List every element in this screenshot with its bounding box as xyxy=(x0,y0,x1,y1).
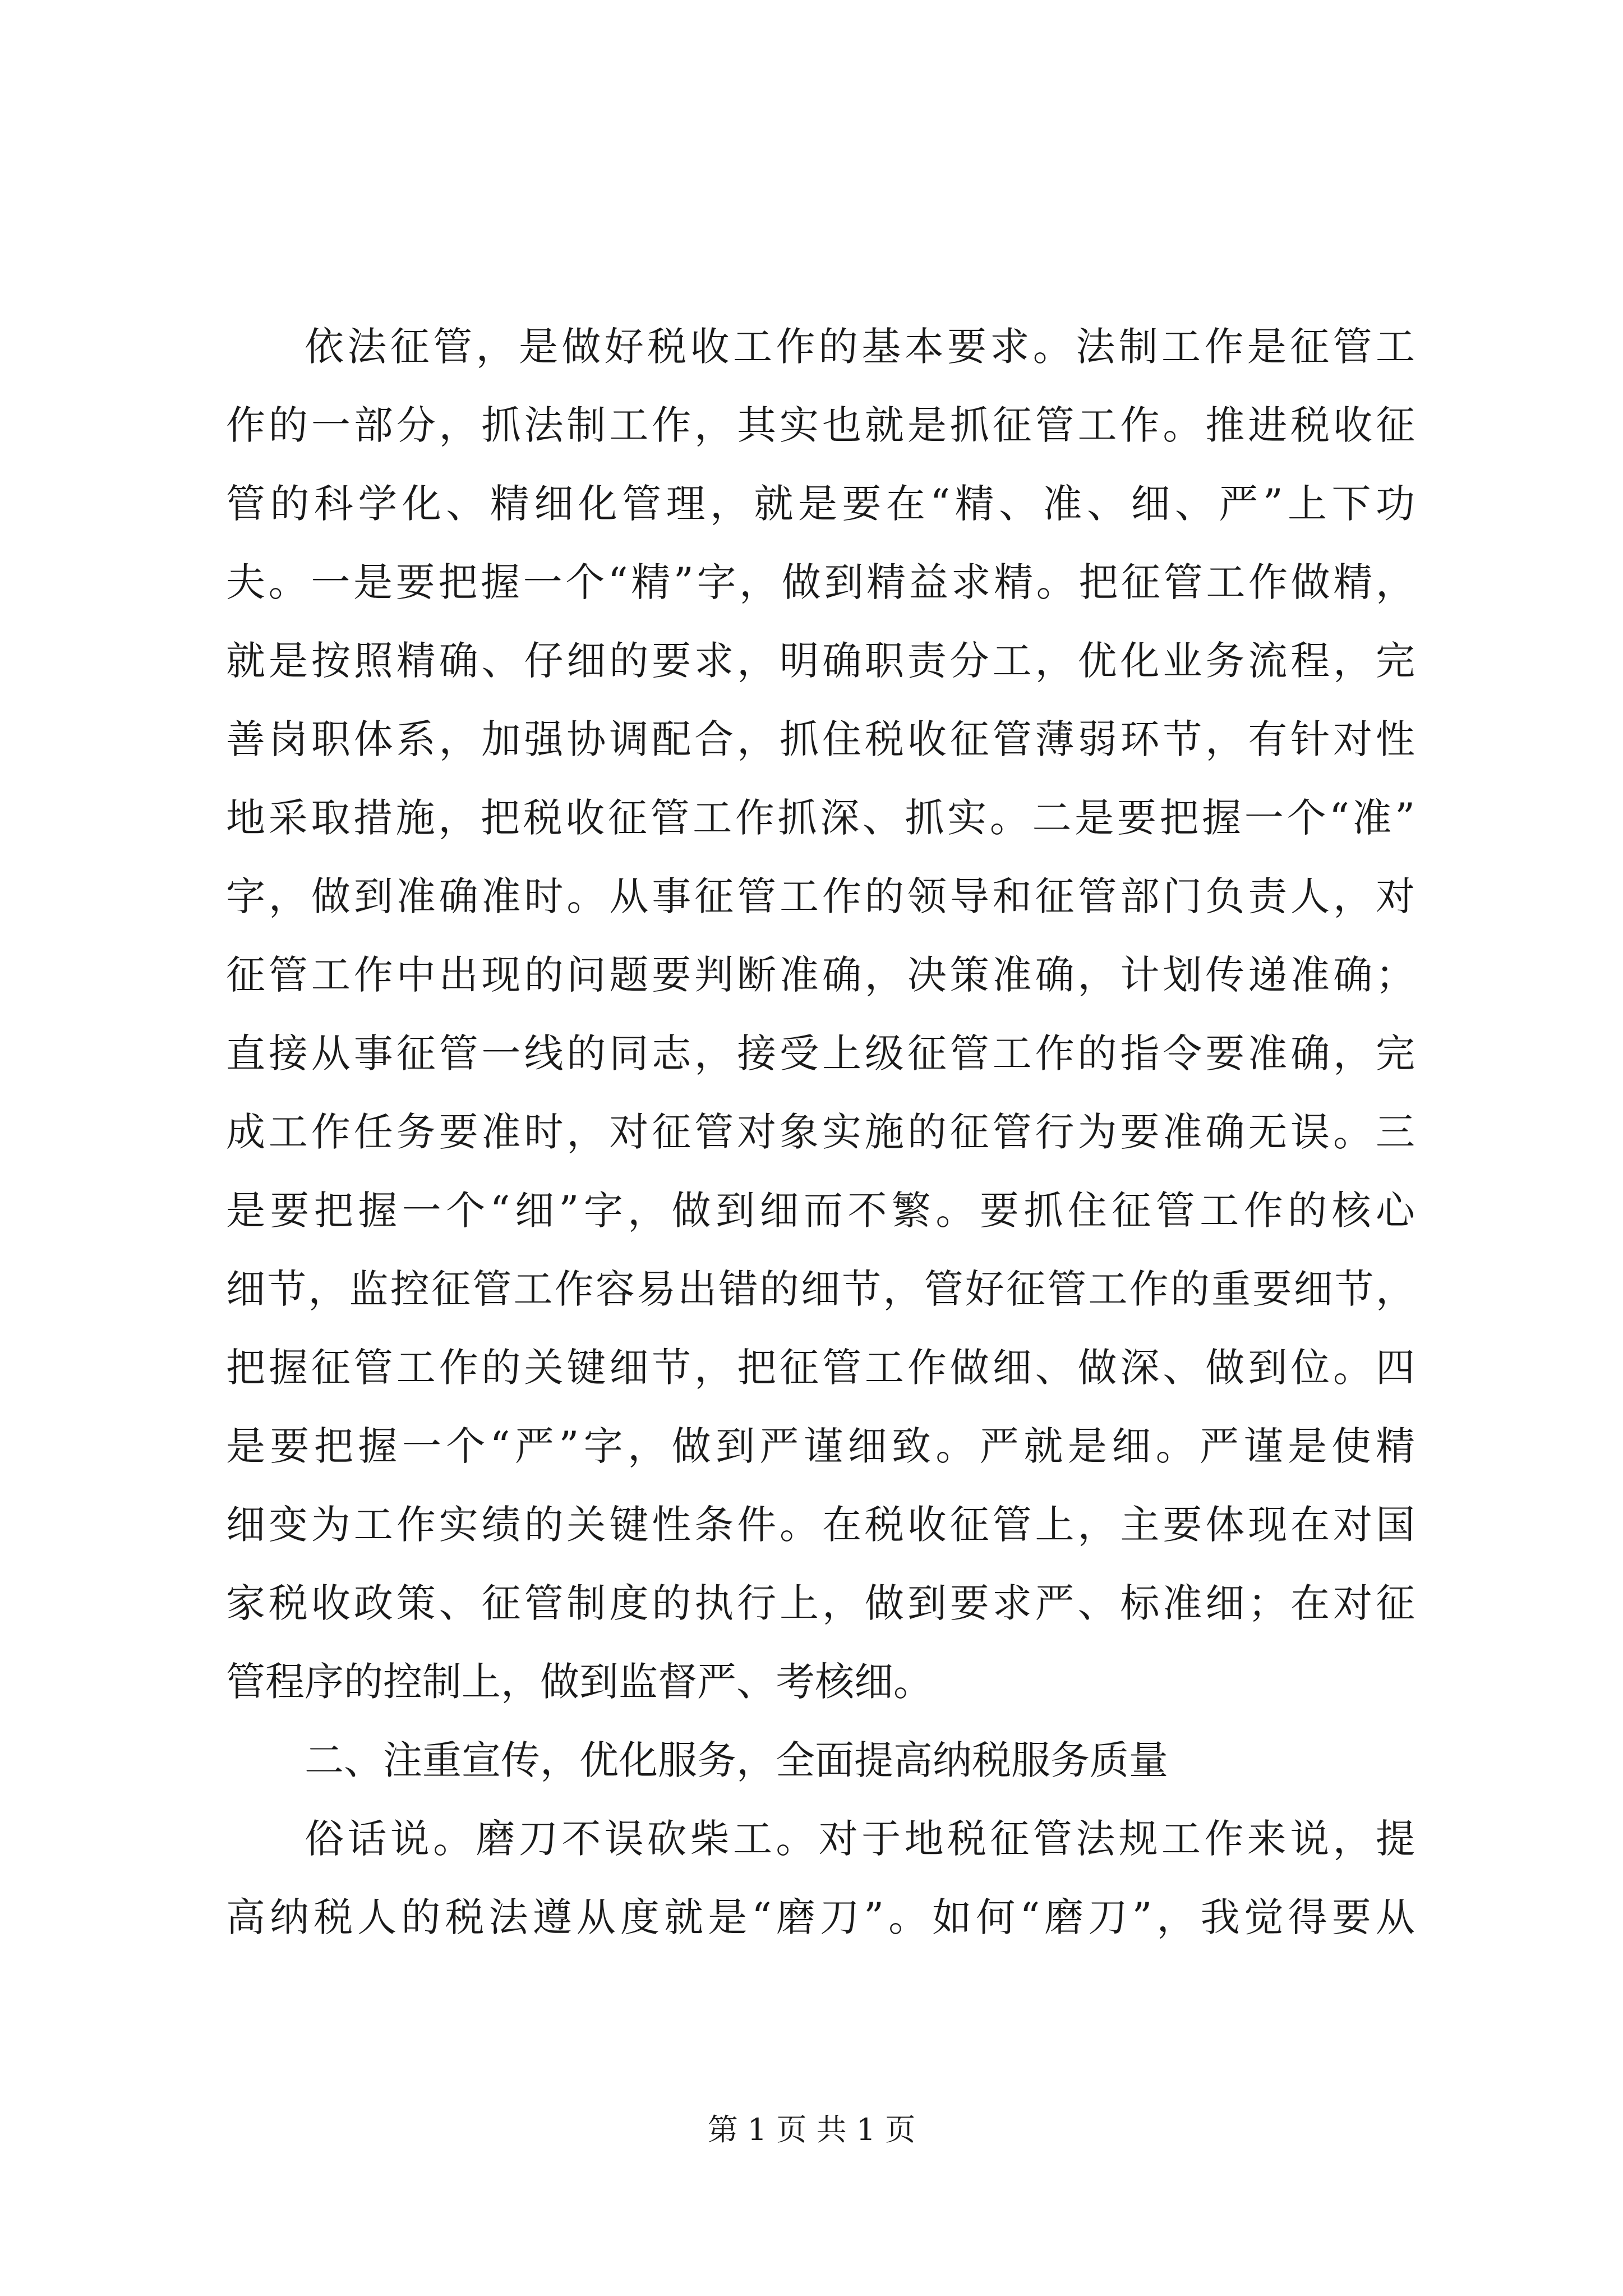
text-line: 细节，监控征管工作容易出错的细节，管好征管工作的重要细节， xyxy=(226,1266,1415,1312)
text-line: 直接从事征管一线的同志，接受上级征管工作的指令要准确，完 xyxy=(226,1030,1415,1076)
text-line: 作的一部分，抓法制工作，其实也就是抓征管工作。推进税收征 xyxy=(226,402,1415,448)
text-line: 是要把握一个“严”字，做到严谨细致。严就是细。严谨是使精 xyxy=(226,1423,1415,1469)
text-line: 俗话说。磨刀不误砍柴工。对于地税征管法规工作来说，提 xyxy=(305,1816,1415,1862)
text-line: 夫。一是要把握一个“精”字，做到精益求精。把征管工作做精， xyxy=(226,559,1415,605)
page-footer: 第 1 页 共 1 页 xyxy=(707,2112,916,2147)
text-line: 成工作任务要准时，对征管对象实施的征管行为要准确无误。三 xyxy=(226,1109,1415,1155)
text-line: 管的科学化、精细化管理，就是要在“精、准、细、严”上下功 xyxy=(226,481,1415,527)
text-line: 征管工作中出现的问题要判断准确，决策准确，计划传递准确； xyxy=(226,952,1415,998)
text-line: 字，做到准确准时。从事征管工作的领导和征管部门负责人，对 xyxy=(226,873,1415,919)
text-line: 地采取措施，把税收征管工作抓深、抓实。二是要把握一个“准” xyxy=(226,795,1415,841)
text-line: 高纳税人的税法遵从度就是“磨刀”。如何“磨刀”，我觉得要从 xyxy=(226,1894,1415,1940)
document-body xyxy=(226,307,1415,1957)
text-line: 细变为工作实绩的关键性条件。在税收征管上，主要体现在对国 xyxy=(226,1502,1415,1548)
text-line: 就是按照精确、仔细的要求，明确职责分工，优化业务流程，完 xyxy=(226,638,1415,684)
text-line: 善岗职体系，加强协调配合，抓住税收征管薄弱环节，有针对性 xyxy=(226,716,1415,762)
text-line: 把握征管工作的关键细节，把征管工作做细、做深、做到位。四 xyxy=(226,1345,1415,1391)
text-line: 是要把握一个“细”字，做到细而不繁。要抓住征管工作的核心 xyxy=(226,1188,1415,1234)
text-line: 家税收政策、征管制度的执行上，做到要求严、标准细；在对征 xyxy=(226,1580,1415,1626)
text-line: 管程序的控制上，做到监督严、考核细。 xyxy=(226,1659,933,1705)
text-line: 二、注重宣传，优化服务，全面提高纳税服务质量 xyxy=(305,1737,1168,1783)
text-line: 依法征管，是做好税收工作的基本要求。法制工作是征管工 xyxy=(305,324,1415,370)
